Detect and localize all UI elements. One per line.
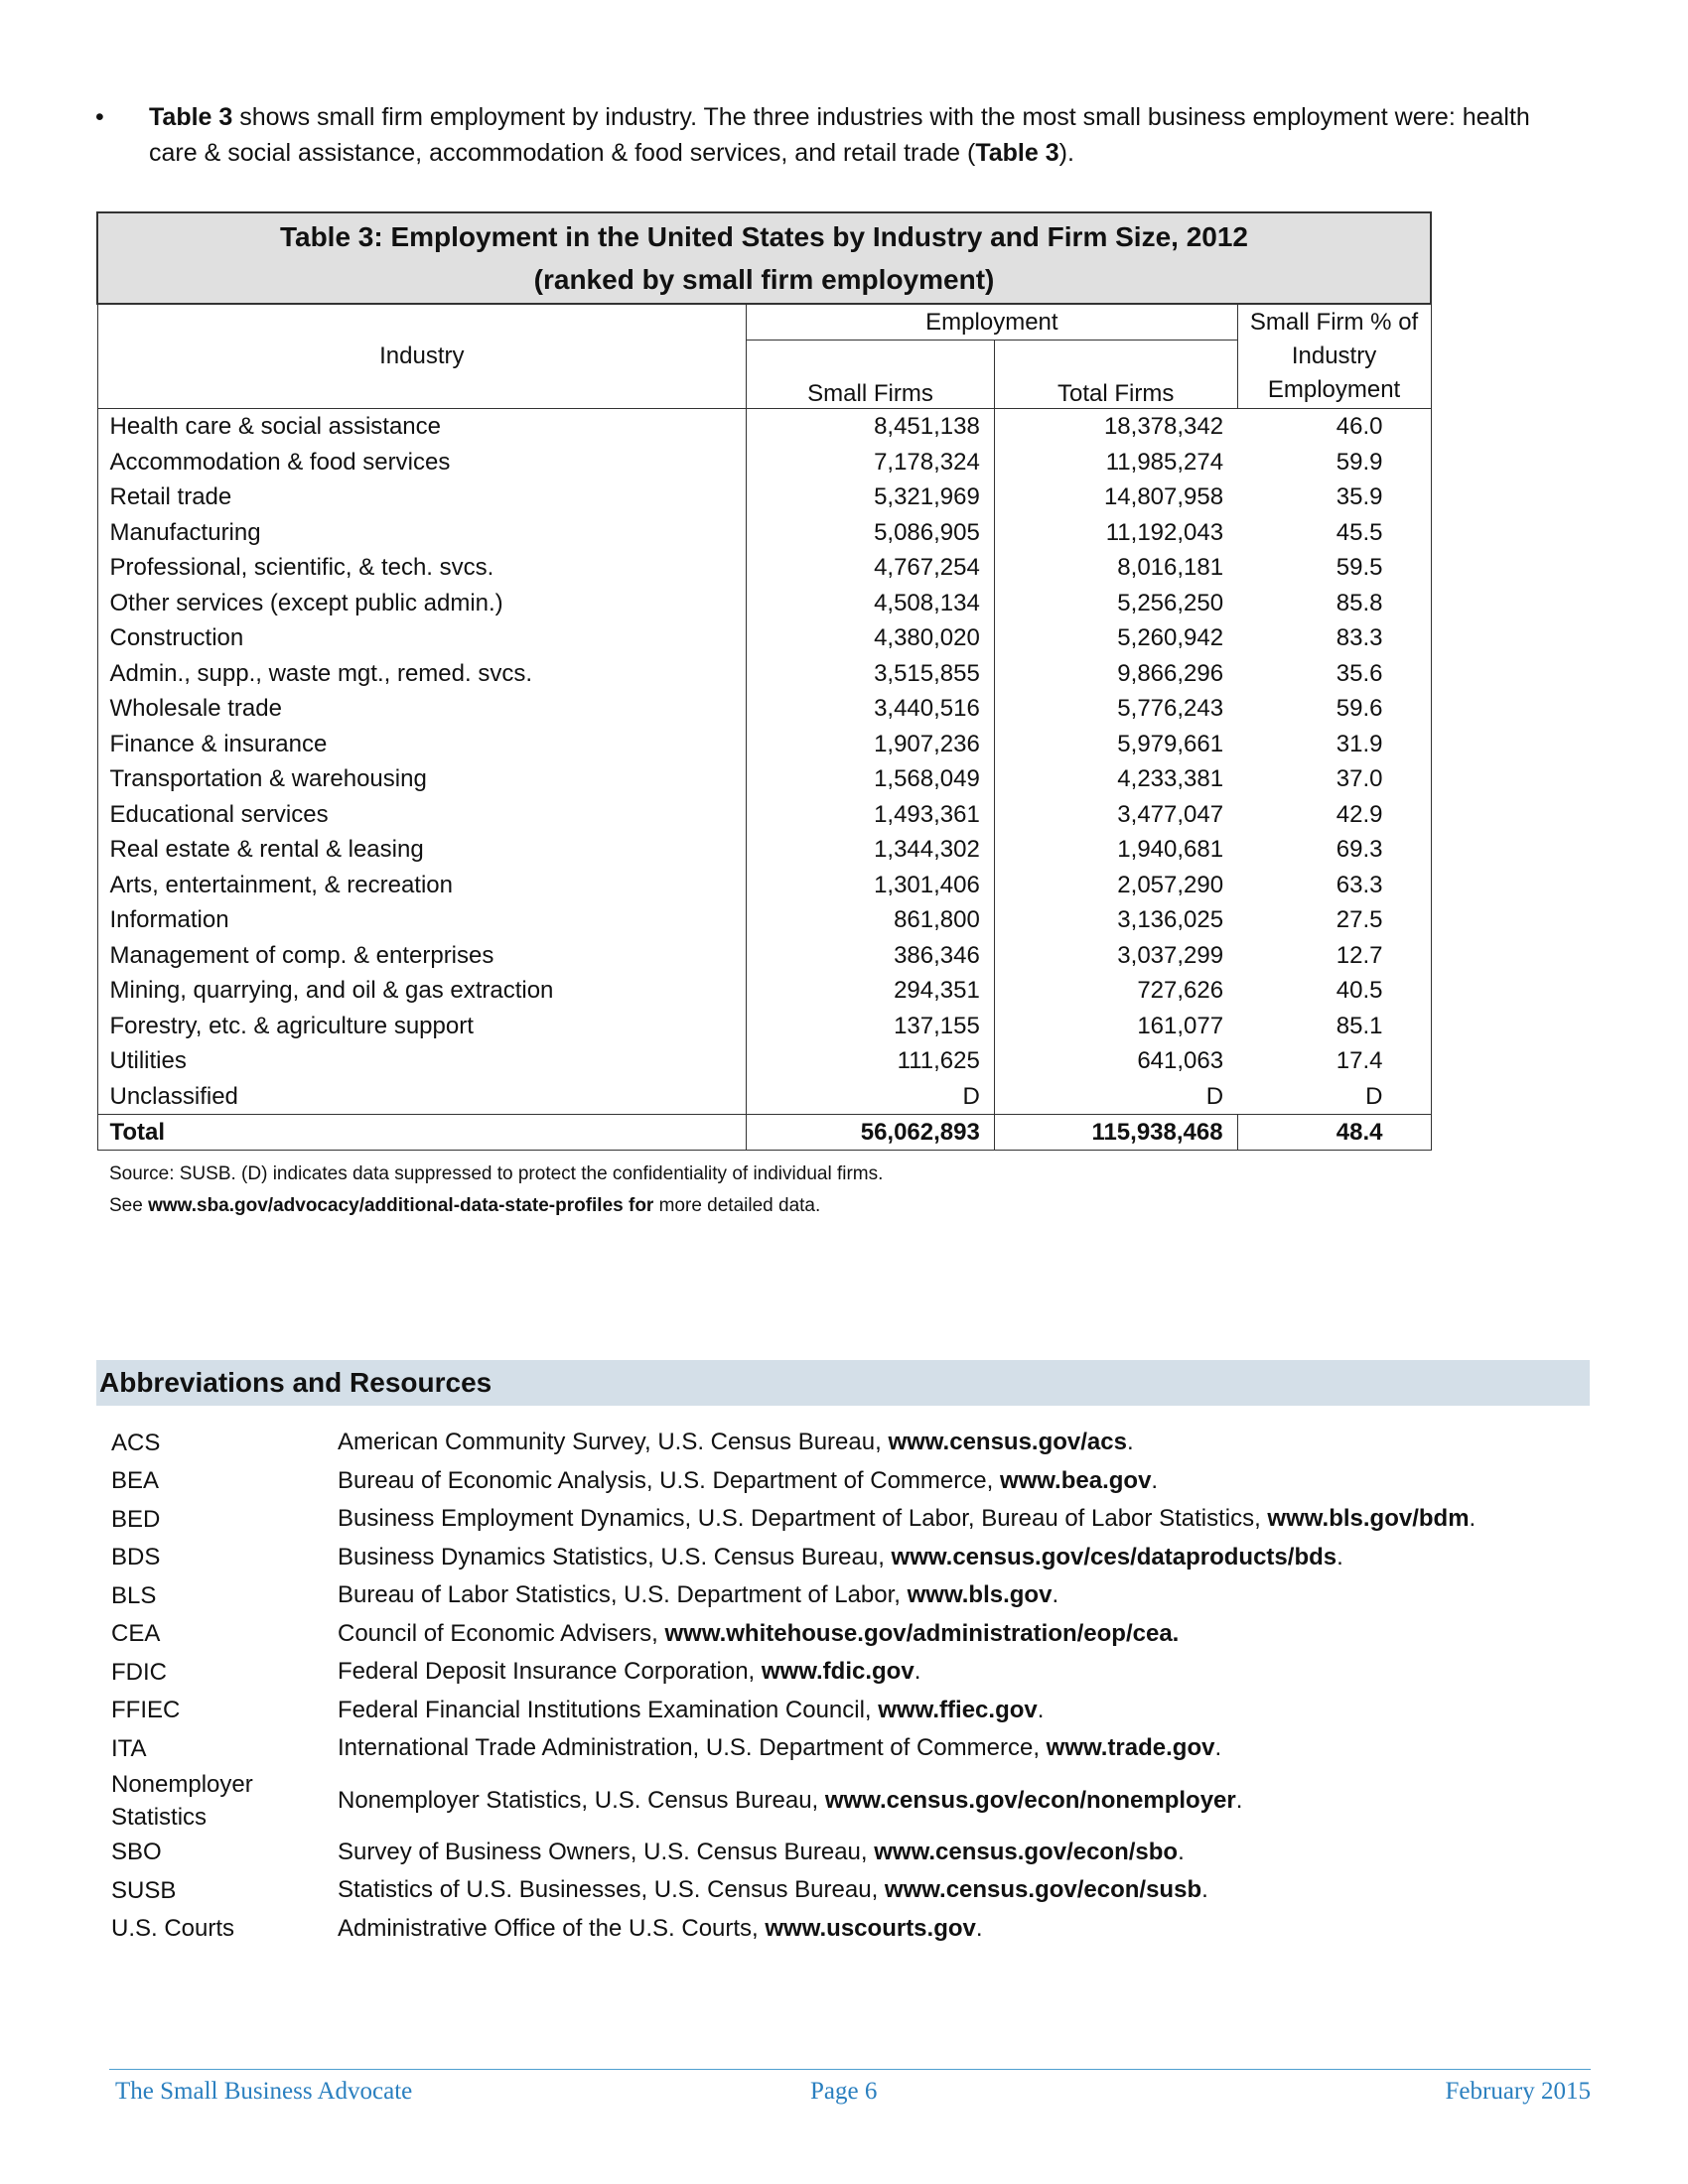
abbreviation-tail: . bbox=[1469, 1505, 1477, 1533]
source-tail: more detailed data. bbox=[653, 1195, 821, 1216]
abbreviation-description bbox=[338, 1467, 1591, 1495]
small-firm-pct-cell: 35.6 bbox=[1237, 656, 1431, 692]
industry-cell: Admin., supp., waste mgt., remed. svcs. bbox=[97, 656, 747, 692]
abbreviation-description bbox=[338, 1787, 1591, 1815]
table-title-row bbox=[97, 212, 1431, 304]
abbreviation-description bbox=[338, 1581, 1591, 1609]
table-row bbox=[97, 938, 1431, 974]
abbreviation-item bbox=[111, 1615, 1591, 1654]
total-firms-cell: 14,807,958 bbox=[1103, 483, 1224, 510]
total-firms-cell: 3,136,025 bbox=[1117, 906, 1224, 933]
industry-cell: Construction bbox=[97, 620, 747, 656]
header-small-firm-pct bbox=[1237, 304, 1431, 409]
industry-cell: Accommodation & food services bbox=[97, 445, 747, 480]
industry-cell: Health care & social assistance bbox=[97, 409, 747, 445]
small-firms-cell: 8,451,138 bbox=[747, 409, 995, 445]
industry-cell: Other services (except public admin.) bbox=[97, 586, 747, 621]
abbreviation-item bbox=[111, 1871, 1591, 1910]
abbreviation-url[interactable]: www.fdic.gov bbox=[761, 1658, 914, 1686]
industry-cell: Retail trade bbox=[97, 479, 747, 515]
small-firm-pct-cell: 83.3 bbox=[1237, 620, 1431, 656]
source-line1: Source: SUSB. (D) indicates data suppressed to protect the confidentiality of individual firms. bbox=[109, 1163, 884, 1184]
abbreviation-tail: . bbox=[1178, 1838, 1185, 1865]
abbreviation-description bbox=[338, 1620, 1591, 1648]
abbreviation-url[interactable]: www.bea.gov bbox=[999, 1466, 1152, 1494]
abbreviation-desc-text: Business Dynamics Statistics, U.S. Census Bureau, bbox=[338, 1543, 892, 1570]
abbreviation-desc-text: International Trade Administration, U.S. Department of Commerce, bbox=[338, 1734, 1047, 1762]
total-firms-cell: 4,233,381 bbox=[1117, 765, 1224, 792]
abbreviation-term: FFIEC bbox=[111, 1697, 181, 1724]
total-small-firms: 56,062,893 bbox=[747, 1115, 995, 1151]
abbreviation-url[interactable]: www.census.gov/ces/dataproducts/bds bbox=[891, 1543, 1337, 1570]
abbreviation-desc-text: Administrative Office of the U.S. Courts, bbox=[338, 1914, 766, 1942]
industry-cell: Wholesale trade bbox=[97, 691, 747, 727]
total-firms-cell: D bbox=[1205, 1082, 1224, 1110]
abbreviation-desc-text: Nonemployer Statistics, U.S. Census Bureau, bbox=[338, 1786, 825, 1814]
abbreviation-term: U.S. Courts bbox=[111, 1915, 235, 1943]
abbreviation-term: BED bbox=[111, 1505, 161, 1533]
small-firms-cell: 1,493,361 bbox=[747, 797, 995, 833]
abbreviation-item bbox=[111, 1539, 1591, 1577]
abbreviations-heading: Abbreviations and Resources bbox=[96, 1360, 1590, 1406]
small-firm-pct-cell: 17.4 bbox=[1237, 1043, 1431, 1079]
abbreviation-term: ACS bbox=[111, 1429, 161, 1456]
abbreviation-url[interactable]: www.uscourts.gov bbox=[765, 1914, 976, 1942]
small-firms-cell: 861,800 bbox=[747, 902, 995, 938]
abbreviation-url[interactable]: www.census.gov/econ/susb bbox=[884, 1876, 1202, 1904]
abbreviation-description bbox=[338, 1544, 1591, 1571]
small-firm-pct-cell: 85.1 bbox=[1237, 1009, 1431, 1044]
abbreviation-item bbox=[111, 1576, 1591, 1615]
total-firms-cell: 1,940,681 bbox=[1117, 836, 1224, 863]
table-row bbox=[97, 902, 1431, 938]
abbreviation-url[interactable]: www.bls.gov/bdm bbox=[1267, 1505, 1470, 1533]
abbreviation-desc-text: Statistics of U.S. Businesses, U.S. Census Bureau, bbox=[338, 1876, 885, 1904]
industry-cell: Mining, quarrying, and oil & gas extraction bbox=[97, 973, 747, 1009]
total-firms-cell: 5,256,250 bbox=[1117, 589, 1224, 616]
industry-cell: Educational services bbox=[97, 797, 747, 833]
header-employment: Employment bbox=[747, 304, 1237, 341]
table-row bbox=[97, 727, 1431, 762]
industry-cell: Real estate & rental & leasing bbox=[97, 832, 747, 868]
table-row bbox=[97, 656, 1431, 692]
table-row bbox=[97, 691, 1431, 727]
abbreviation-term: Nonemployer Statistics bbox=[111, 1770, 253, 1831]
abbreviation-item bbox=[111, 1834, 1591, 1872]
industry-cell: Unclassified bbox=[97, 1079, 747, 1115]
abbreviation-description bbox=[338, 1734, 1591, 1762]
table-source-note bbox=[109, 1159, 883, 1222]
table-title-line1: Table 3: Employment in the United States by Industry and Firm Size, 2012 bbox=[279, 221, 1249, 252]
abbreviation-url[interactable]: www.trade.gov bbox=[1046, 1734, 1215, 1762]
abbreviation-item bbox=[111, 1910, 1591, 1949]
small-firms-cell: 1,344,302 bbox=[747, 832, 995, 868]
industry-cell: Transportation & warehousing bbox=[97, 761, 747, 797]
table-row bbox=[97, 761, 1431, 797]
small-firm-pct-cell: 42.9 bbox=[1237, 797, 1431, 833]
table-row bbox=[97, 973, 1431, 1009]
abbreviation-term: BDS bbox=[111, 1544, 161, 1571]
small-firms-cell: 1,907,236 bbox=[747, 727, 995, 762]
source-see: See bbox=[109, 1195, 149, 1216]
abbreviation-item bbox=[111, 1692, 1591, 1730]
intro-body: shows small firm employment by industry. The three industries with the most small business employment were: health care & social assistance, accommodation & food services, and retail trade ( bbox=[149, 103, 1530, 167]
abbreviation-item bbox=[111, 1424, 1591, 1462]
small-firms-cell: 4,380,020 bbox=[747, 620, 995, 656]
table-row bbox=[97, 868, 1431, 903]
total-firms-cell: 5,776,243 bbox=[1117, 695, 1224, 722]
abbreviation-url[interactable]: www.census.gov/econ/nonemployer bbox=[824, 1786, 1236, 1814]
source-line2 bbox=[109, 1190, 883, 1222]
industry-cell: Forestry, etc. & agriculture support bbox=[97, 1009, 747, 1044]
industry-cell: Arts, entertainment, & recreation bbox=[97, 868, 747, 903]
small-firm-pct-cell: 85.8 bbox=[1237, 586, 1431, 621]
total-firms-cell: 161,077 bbox=[1137, 1012, 1224, 1039]
abbreviation-tail: . bbox=[1214, 1734, 1222, 1762]
small-firm-pct-cell: 69.3 bbox=[1237, 832, 1431, 868]
total-firms-cell: 11,192,043 bbox=[1105, 518, 1224, 546]
table-row bbox=[97, 409, 1431, 445]
abbreviation-description bbox=[338, 1839, 1591, 1866]
page-footer bbox=[109, 2069, 1591, 2117]
abbreviation-item bbox=[111, 1729, 1591, 1768]
abbreviation-desc-text: Business Employment Dynamics, U.S. Department of Labor, Bureau of Labor Statistics, bbox=[338, 1505, 1268, 1533]
small-firms-cell: 294,351 bbox=[747, 973, 995, 1009]
abbreviation-tail: . bbox=[1052, 1581, 1059, 1609]
small-firms-cell: 111,625 bbox=[747, 1043, 995, 1079]
total-firms-cell: 2,057,290 bbox=[1117, 871, 1224, 898]
table-row bbox=[97, 1079, 1431, 1115]
small-firms-cell: 5,321,969 bbox=[747, 479, 995, 515]
small-firms-cell: 3,440,516 bbox=[747, 691, 995, 727]
small-firms-cell: 1,301,406 bbox=[747, 868, 995, 903]
industry-cell: Utilities bbox=[97, 1043, 747, 1079]
small-firms-cell: 386,346 bbox=[747, 938, 995, 974]
small-firm-pct-cell: 35.9 bbox=[1237, 479, 1431, 515]
intro-paragraph bbox=[95, 99, 1565, 171]
industry-cell: Professional, scientific, & tech. svcs. bbox=[97, 550, 747, 586]
abbreviation-term: SUSB bbox=[111, 1876, 177, 1904]
abbreviation-url[interactable]: www.whitehouse.gov/administration/eop/cea. bbox=[664, 1619, 1180, 1647]
abbreviation-tail: . bbox=[1037, 1696, 1045, 1723]
table-row bbox=[97, 586, 1431, 621]
abbreviation-term: BLS bbox=[111, 1581, 157, 1609]
abbreviation-description bbox=[338, 1915, 1591, 1943]
small-firms-cell: 1,568,049 bbox=[747, 761, 995, 797]
abbreviation-url[interactable]: www.census.gov/econ/sbo bbox=[874, 1838, 1179, 1865]
abbreviation-description bbox=[338, 1697, 1591, 1724]
total-firms-cell: 11,985,274 bbox=[1105, 448, 1224, 476]
small-firms-cell: 137,155 bbox=[747, 1009, 995, 1044]
abbreviation-term: SBO bbox=[111, 1839, 162, 1866]
total-firms-cell: 18,378,342 bbox=[1103, 413, 1224, 440]
table-row bbox=[97, 832, 1431, 868]
abbreviation-item bbox=[111, 1462, 1591, 1501]
total-total-firms: 115,938,468 bbox=[994, 1115, 1237, 1151]
abbreviation-term: BEA bbox=[111, 1467, 160, 1495]
total-label: Total bbox=[97, 1115, 747, 1151]
source-link[interactable]: www.sba.gov/advocacy/additional-data-state-profiles for bbox=[148, 1195, 654, 1216]
total-firms-cell: 3,037,299 bbox=[1117, 941, 1224, 969]
total-firms-cell: 727,626 bbox=[1137, 977, 1224, 1004]
header-total-firms: Total Firms bbox=[994, 341, 1237, 409]
abbreviation-tail: . bbox=[1151, 1466, 1159, 1494]
small-firms-cell: 4,767,254 bbox=[747, 550, 995, 586]
table-row bbox=[97, 797, 1431, 833]
total-firms-cell: 9,866,296 bbox=[1117, 659, 1224, 687]
small-firms-cell: 5,086,905 bbox=[747, 515, 995, 551]
header-pct-line2: Industry bbox=[1291, 342, 1377, 369]
abbreviation-item bbox=[111, 1768, 1591, 1834]
small-firm-pct-cell: 59.9 bbox=[1237, 445, 1431, 480]
abbreviation-url[interactable]: www.census.gov/acs bbox=[888, 1429, 1127, 1456]
table-row bbox=[97, 445, 1431, 480]
small-firm-pct-cell: 37.0 bbox=[1237, 761, 1431, 797]
abbreviation-desc-text: Federal Financial Institutions Examination Council, bbox=[338, 1696, 879, 1723]
footer-page-number: Page 6 bbox=[810, 2078, 878, 2105]
abbreviation-desc-text: Bureau of Labor Statistics, U.S. Department of Labor, bbox=[338, 1581, 908, 1609]
header-pct-line3: Employment bbox=[1267, 376, 1401, 403]
table-row bbox=[97, 479, 1431, 515]
small-firms-cell: 3,515,855 bbox=[747, 656, 995, 692]
intro-bold-ref: Table 3 bbox=[975, 139, 1059, 167]
abbreviation-item bbox=[111, 1500, 1591, 1539]
abbreviation-description bbox=[338, 1429, 1591, 1456]
table-row bbox=[97, 620, 1431, 656]
abbreviation-tail: . bbox=[1201, 1876, 1208, 1904]
total-firms-cell: 8,016,181 bbox=[1117, 554, 1224, 581]
abbreviation-url[interactable]: www.ffiec.gov bbox=[878, 1696, 1038, 1723]
header-industry: Industry bbox=[97, 304, 747, 409]
table-total-row bbox=[97, 1115, 1431, 1151]
abbreviation-desc-text: Bureau of Economic Analysis, U.S. Department of Commerce, bbox=[338, 1466, 1000, 1494]
abbreviation-term: CEA bbox=[111, 1620, 161, 1648]
total-firms-cell: 3,477,047 bbox=[1117, 800, 1224, 828]
small-firms-cell: D bbox=[747, 1079, 995, 1115]
small-firm-pct-cell: 46.0 bbox=[1237, 409, 1431, 445]
industry-cell: Finance & insurance bbox=[97, 727, 747, 762]
bullet-icon: • bbox=[95, 103, 104, 131]
total-firms-cell: 641,063 bbox=[1137, 1047, 1224, 1074]
abbreviation-desc-text: Federal Deposit Insurance Corporation, bbox=[338, 1658, 762, 1686]
abbreviation-desc-text: American Community Survey, U.S. Census Bureau, bbox=[338, 1429, 889, 1456]
abbreviation-description bbox=[338, 1876, 1591, 1904]
abbreviation-desc-text: Council of Economic Advisers, bbox=[338, 1619, 665, 1647]
industry-cell: Manufacturing bbox=[97, 515, 747, 551]
table-title bbox=[97, 212, 1431, 304]
intro-bold-lead: Table 3 bbox=[149, 103, 233, 131]
footer-date: February 2015 bbox=[1445, 2078, 1591, 2105]
table-title-line2: (ranked by small firm employment) bbox=[533, 264, 995, 295]
table-row bbox=[97, 515, 1431, 551]
table-row bbox=[97, 550, 1431, 586]
abbreviations-list bbox=[111, 1424, 1591, 1948]
abbreviation-term: ITA bbox=[111, 1734, 147, 1762]
total-pct: 48.4 bbox=[1237, 1115, 1431, 1151]
abbreviation-tail: . bbox=[1126, 1429, 1134, 1456]
abbreviation-tail: . bbox=[975, 1914, 983, 1942]
small-firm-pct-cell: 63.3 bbox=[1237, 868, 1431, 903]
small-firm-pct-cell: D bbox=[1237, 1079, 1431, 1115]
table-row bbox=[97, 1009, 1431, 1044]
table-row bbox=[97, 1043, 1431, 1079]
intro-tail: ). bbox=[1058, 139, 1074, 167]
abbreviation-item bbox=[111, 1653, 1591, 1692]
industry-cell: Information bbox=[97, 902, 747, 938]
intro-text bbox=[149, 99, 1565, 171]
small-firm-pct-cell: 27.5 bbox=[1237, 902, 1431, 938]
industry-cell: Management of comp. & enterprises bbox=[97, 938, 747, 974]
abbreviation-tail: . bbox=[914, 1658, 921, 1686]
abbreviation-desc-text: Survey of Business Owners, U.S. Census Bureau, bbox=[338, 1838, 875, 1865]
small-firm-pct-cell: 45.5 bbox=[1237, 515, 1431, 551]
footer-publication: The Small Business Advocate bbox=[115, 2078, 413, 2105]
abbreviation-term: FDIC bbox=[111, 1658, 167, 1686]
total-firms-cell: 5,260,942 bbox=[1117, 624, 1224, 651]
small-firm-pct-cell: 59.5 bbox=[1237, 550, 1431, 586]
small-firm-pct-cell: 12.7 bbox=[1237, 938, 1431, 974]
small-firms-cell: 4,508,134 bbox=[747, 586, 995, 621]
small-firm-pct-cell: 31.9 bbox=[1237, 727, 1431, 762]
header-small-firms: Small Firms bbox=[747, 341, 995, 409]
abbreviation-tail: . bbox=[1235, 1786, 1243, 1814]
header-pct-line1: Small Firm % of bbox=[1249, 309, 1419, 336]
total-firms-cell: 5,979,661 bbox=[1117, 730, 1224, 757]
abbreviation-tail: . bbox=[1336, 1543, 1343, 1570]
small-firm-pct-cell: 40.5 bbox=[1237, 973, 1431, 1009]
table-3 bbox=[96, 211, 1432, 1151]
abbreviation-url[interactable]: www.bls.gov bbox=[907, 1581, 1053, 1609]
abbreviation-description bbox=[338, 1505, 1591, 1533]
abbreviation-description bbox=[338, 1658, 1591, 1686]
small-firm-pct-cell: 59.6 bbox=[1237, 691, 1431, 727]
small-firms-cell: 7,178,324 bbox=[747, 445, 995, 480]
